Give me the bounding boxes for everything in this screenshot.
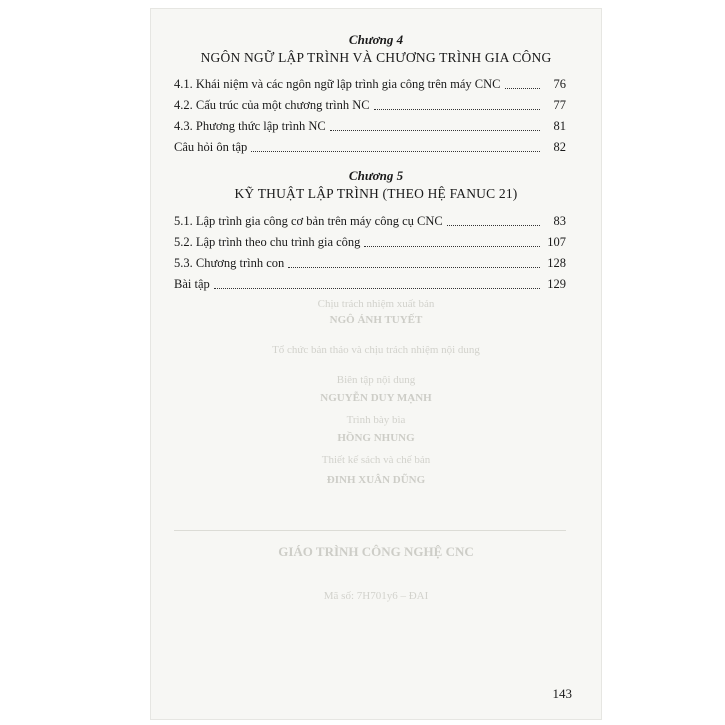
toc-entry-title: Câu hỏi ôn tập bbox=[174, 140, 248, 154]
book-page bbox=[150, 8, 602, 720]
toc-entry bbox=[174, 213, 566, 229]
toc-entry-title: 4.1. Khái niệm và các ngôn ngữ lập trình gia công trên máy CNC bbox=[174, 77, 501, 91]
bleed-through-text: Biên tập nội dung bbox=[336, 374, 416, 386]
bleed-through-text: GIÁO TRÌNH CÔNG NGHỆ CNC bbox=[278, 544, 474, 559]
toc-leader-dots bbox=[214, 287, 540, 289]
toc-entry-title: 5.1. Lập trình gia công cơ bản trên máy công cụ CNC bbox=[174, 214, 443, 228]
page-number: 143 bbox=[552, 686, 572, 701]
toc-entry-page: 81 bbox=[553, 119, 566, 133]
toc-leader-dots bbox=[330, 129, 540, 131]
toc-entry bbox=[174, 76, 566, 92]
toc-entry bbox=[174, 255, 566, 271]
toc-entry-title: 4.2. Cấu trúc của một chương trình NC bbox=[174, 98, 370, 112]
chapter-4-heading: NGÔN NGỮ LẬP TRÌNH VÀ CHƯƠNG TRÌNH GIA CÔNG bbox=[200, 50, 552, 65]
toc-leader-dots bbox=[447, 224, 540, 226]
toc-entry bbox=[174, 97, 566, 113]
toc-leader-dots bbox=[251, 150, 540, 152]
bleed-through-text: NGÔ ÁNH TUYẾT bbox=[329, 314, 423, 326]
toc-entry-title: 4.3. Phương thức lập trình NC bbox=[174, 119, 326, 133]
chapter-5-label: Chương 5 bbox=[348, 168, 404, 183]
toc-entry-title: Bài tập bbox=[174, 277, 210, 291]
toc-entry-title: 5.3. Chương trình con bbox=[174, 256, 285, 270]
toc-entry-page: 82 bbox=[553, 140, 566, 154]
toc-entry-page: 129 bbox=[547, 277, 566, 291]
toc-entry-page: 83 bbox=[553, 214, 566, 228]
bleed-through-text: HỒNG NHUNG bbox=[337, 432, 415, 444]
toc-entry-title: 5.2. Lập trình theo chu trình gia công bbox=[174, 235, 361, 249]
toc-entry bbox=[174, 118, 566, 134]
toc-entry-page: 107 bbox=[547, 235, 566, 249]
toc-leader-dots bbox=[374, 108, 540, 110]
bleed-through-text: NGUYỄN DUY MẠNH bbox=[320, 392, 432, 404]
bleed-through-text: Chịu trách nhiệm xuất bản bbox=[317, 298, 435, 310]
toc-leader-dots bbox=[288, 266, 540, 268]
toc-entry bbox=[174, 234, 566, 250]
toc-leader-dots bbox=[364, 245, 540, 247]
toc-entry-page: 77 bbox=[553, 98, 566, 112]
toc-entry bbox=[174, 139, 566, 155]
chapter-4-label: Chương 4 bbox=[348, 32, 404, 47]
bleed-through-rule bbox=[174, 530, 566, 531]
toc-entry bbox=[174, 276, 566, 292]
toc-entry-page: 128 bbox=[547, 256, 566, 270]
toc-leader-dots bbox=[505, 87, 541, 89]
bleed-through-text: Tổ chức bản thảo và chịu trách nhiệm nội dung bbox=[272, 344, 480, 356]
bleed-through-text: ĐINH XUÂN DŨNG bbox=[326, 474, 426, 486]
toc-entry-page: 76 bbox=[553, 77, 566, 91]
chapter-5-heading: KỸ THUẬT LẬP TRÌNH (THEO HỆ FANUC 21) bbox=[234, 186, 518, 201]
bleed-through-text: Thiết kế sách và chế bản bbox=[321, 454, 431, 466]
bleed-through-text: Mã số: 7H701y6 – ĐAI bbox=[323, 590, 429, 602]
bleed-through-text: Trình bày bìa bbox=[346, 414, 406, 426]
